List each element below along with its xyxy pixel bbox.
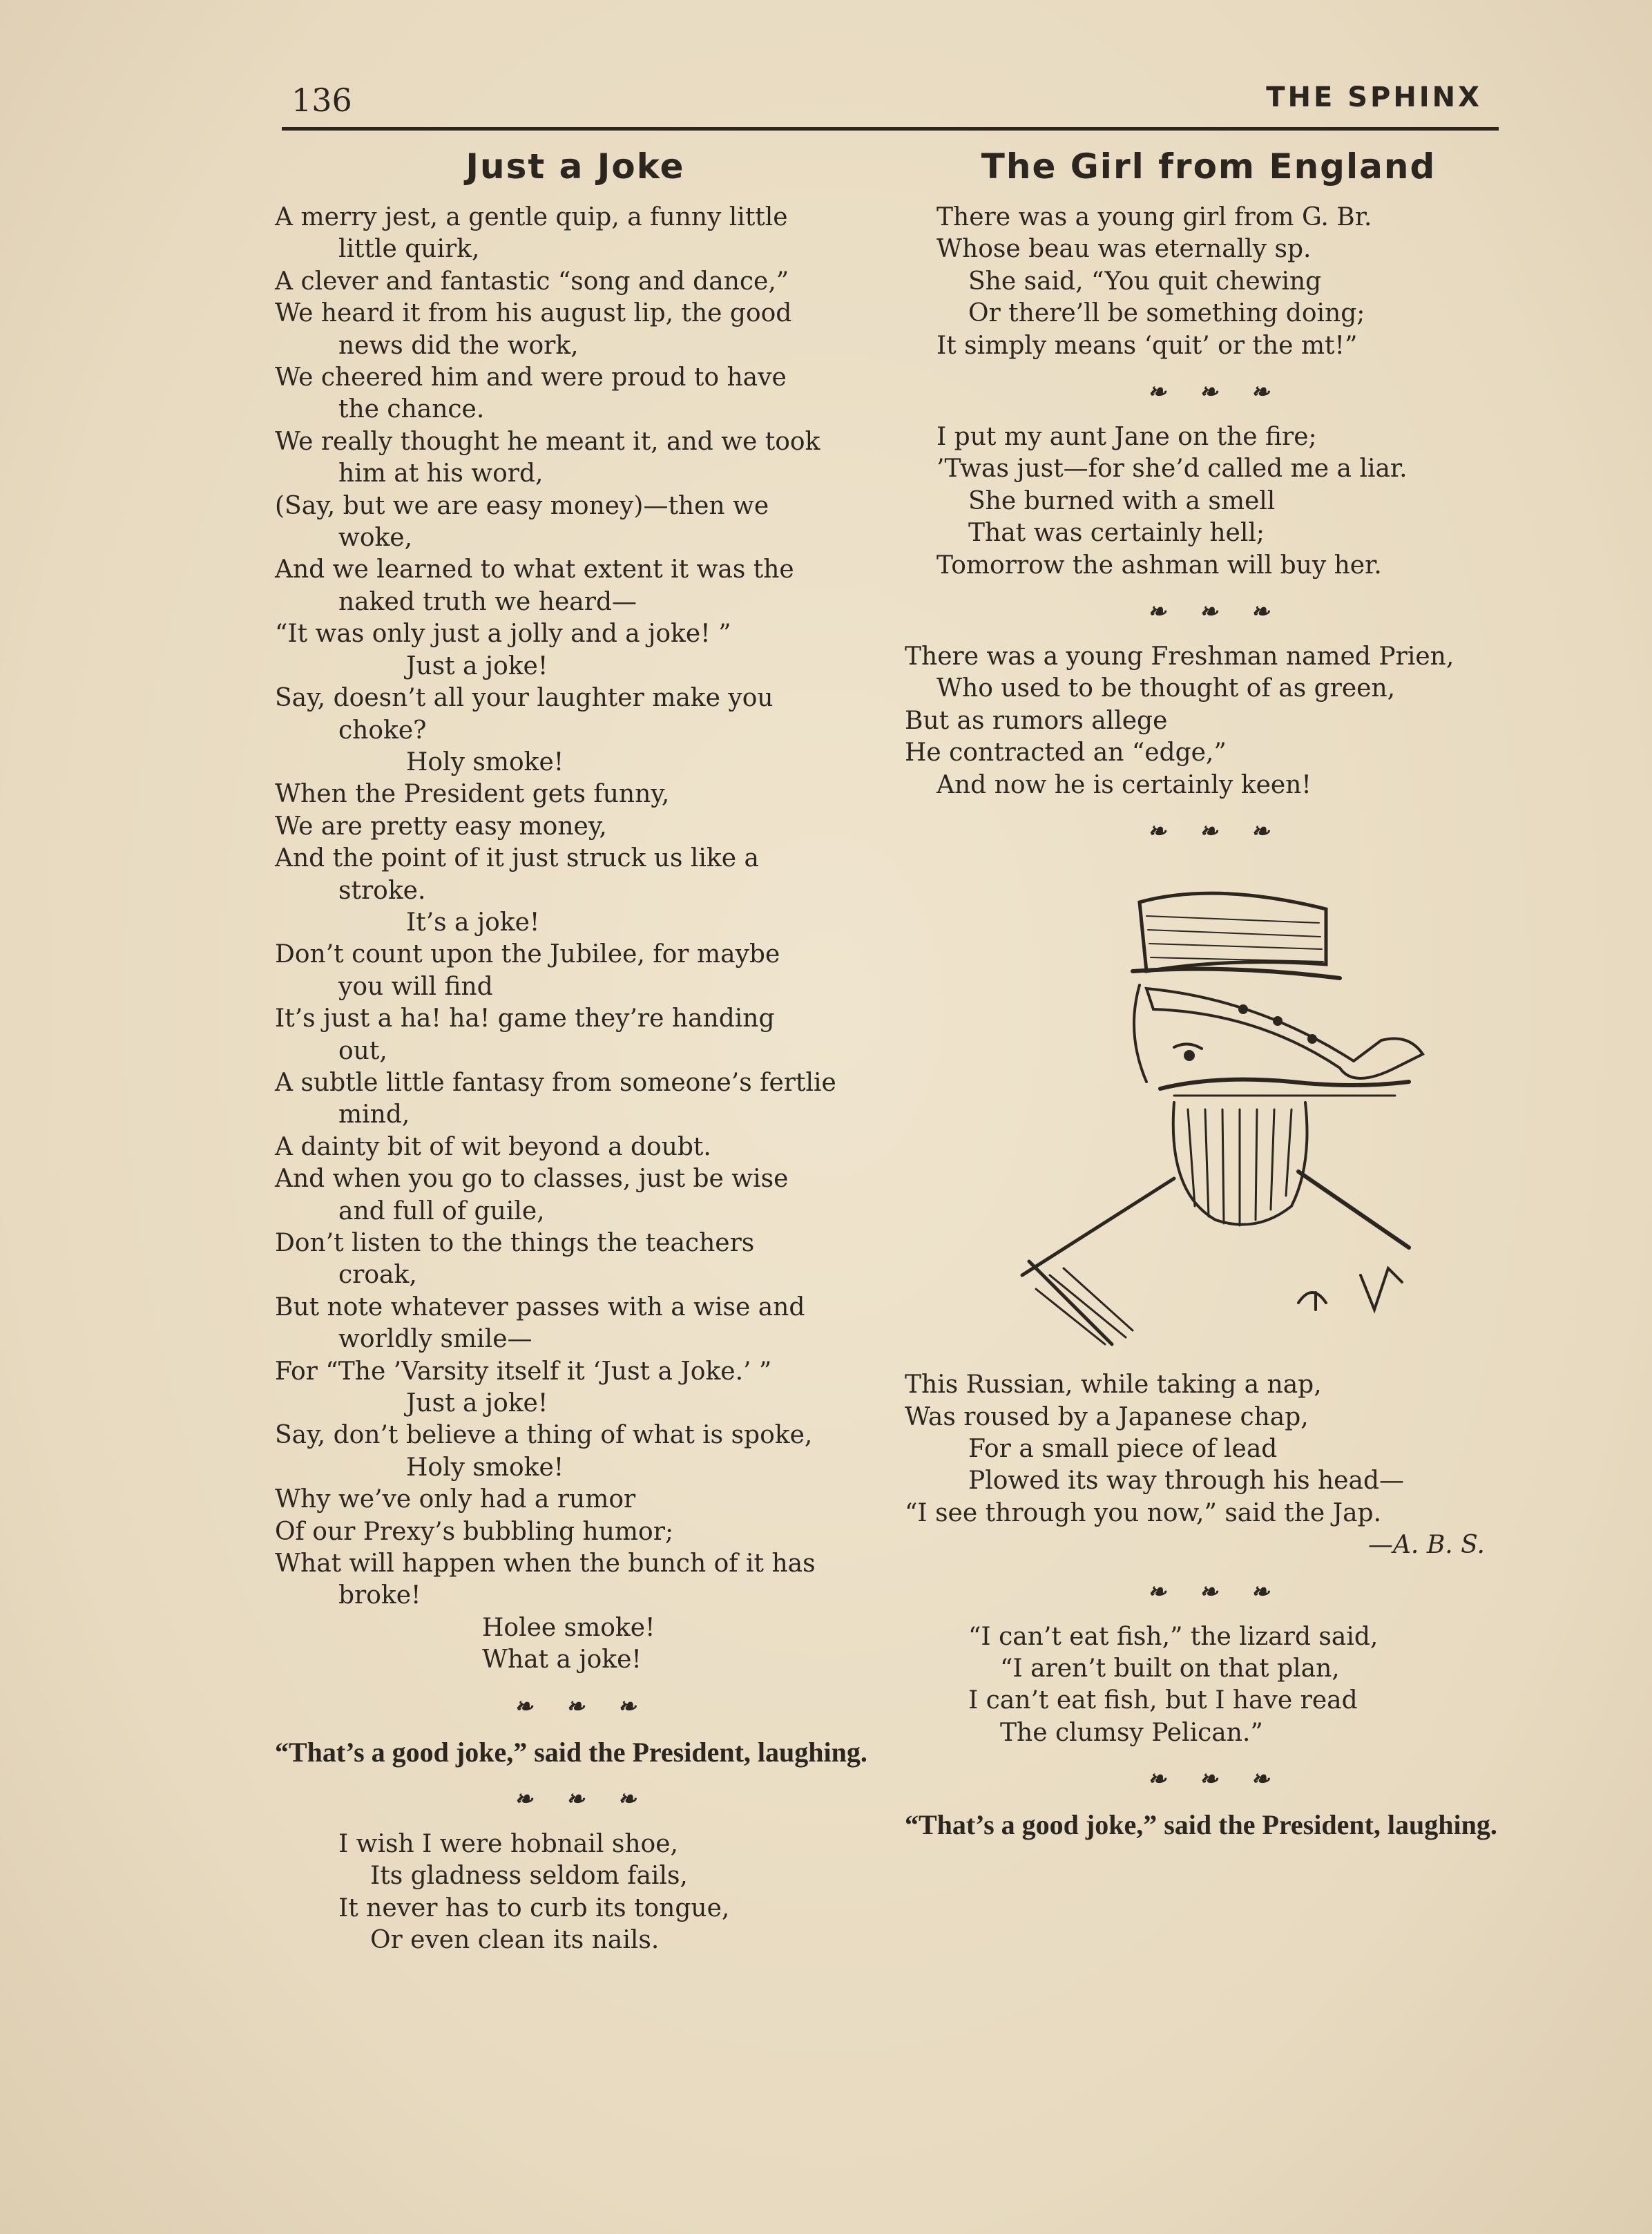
text-line: Say, don’t believe a thing of what is spoke, <box>275 1421 813 1450</box>
text-line: Don’t count upon the Jubilee, for maybe <box>275 940 780 969</box>
ornament-divider: ❧❧❧ <box>1147 379 1303 405</box>
right-column <box>905 146 1512 1842</box>
text-line: Holy smoke! <box>406 1453 564 1482</box>
text-line: A dainty bit of wit beyond a doubt. <box>275 1132 711 1161</box>
text-line: What a joke! <box>482 1645 642 1674</box>
text-line: I put my aunt Jane on the fire; <box>937 423 1317 452</box>
text-line: She burned with a smell <box>968 486 1276 515</box>
text-line: Or there’ll be something doing; <box>968 299 1365 328</box>
text-line: It’s just a ha! ha! game they’re handing <box>275 1004 775 1033</box>
text-line: Or even clean its nails. <box>370 1925 660 1954</box>
text-line: him at his word, <box>338 459 544 488</box>
text-line: She said, “You quit chewing <box>968 267 1322 296</box>
text-line: It’s a joke! <box>406 908 540 937</box>
text-line: croak, <box>338 1261 417 1290</box>
text-line: (Say, but we are easy money)—then we <box>275 491 769 520</box>
text-line: “I can’t eat fish,” the lizard said, <box>968 1622 1379 1651</box>
text-line: The clumsy Pelican.” <box>1000 1718 1263 1747</box>
ornament-divider: ❧❧❧ <box>1147 818 1303 845</box>
text-line: I can’t eat fish, but I have read <box>968 1686 1358 1715</box>
text-line: and full of guile, <box>338 1196 545 1225</box>
text-line: For a small piece of lead <box>968 1434 1278 1463</box>
text-line: you will find <box>338 972 493 1001</box>
running-title: THE SPHINX <box>1266 82 1482 113</box>
text-line: I wish I were hobnail shoe, <box>338 1829 678 1858</box>
ornament-divider: ❧❧❧ <box>1147 1578 1303 1605</box>
text-line: But note whatever passes with a wise and <box>275 1292 805 1321</box>
text-line: Of our Prexy’s bubbling humor; <box>275 1517 674 1546</box>
text-line: And the point of it just struck us like a <box>275 844 759 873</box>
text-line: Plowed its way through his head— <box>968 1467 1404 1496</box>
president-quote: “That’s a good joke,” said the President, laughing. <box>275 1736 867 1768</box>
limerick-freshman <box>905 641 1512 801</box>
ornament-divider: ❧❧❧ <box>514 1785 670 1812</box>
text-line: Just a joke! <box>406 1389 548 1418</box>
text-line: Say, doesn’t all your laughter make you <box>275 684 774 713</box>
text-line: Why we’ve only had a rumor <box>275 1485 636 1514</box>
limerick-aunt-jane <box>905 421 1512 582</box>
signature: —A. B. S. <box>1367 1531 1485 1560</box>
text-line: A merry jest, a gentle quip, a funny little <box>275 203 788 231</box>
text-line: out, <box>338 1036 387 1065</box>
text-line: Tomorrow the ashman will buy her. <box>937 551 1382 580</box>
page-header <box>282 77 1499 131</box>
text-line: woke, <box>338 524 413 553</box>
russian-illustration <box>967 861 1450 1358</box>
ornament-divider: ❧❧❧ <box>1147 598 1303 625</box>
text-line: It never has to curb its tongue, <box>338 1893 730 1922</box>
text-line: What will happen when the bunch of it has <box>275 1549 816 1578</box>
text-line: He contracted an “edge,” <box>905 738 1227 767</box>
hobnail-verse <box>275 1829 876 1957</box>
president-quote: “That’s a good joke,” said the President, laughing. <box>905 1809 1497 1841</box>
text-line: Holy smoke! <box>406 747 564 776</box>
text-line: And when you go to classes, just be wise <box>275 1165 789 1194</box>
text-line: stroke. <box>338 876 426 905</box>
text-line: A subtle little fantasy from someone’s fertlie <box>275 1068 836 1097</box>
text-line: choke? <box>338 716 427 745</box>
text-line: We cheered him and were proud to have <box>275 363 787 392</box>
text-line: news did the work, <box>338 331 579 360</box>
ornament-divider: ❧❧❧ <box>1147 1766 1303 1793</box>
text-line: broke! <box>338 1581 421 1610</box>
text-line: There was a young Freshman named Prien, <box>905 642 1454 671</box>
text-line: We are pretty easy money, <box>275 812 607 841</box>
text-line: Just a joke! <box>406 651 548 680</box>
poem-title-girl-from-england: The Girl from England <box>981 146 1437 187</box>
text-line: And we learned to what extent it was the <box>275 555 794 584</box>
text-line: It simply means ‘quit’ or the mt!” <box>937 331 1358 360</box>
text-line: This Russian, while taking a nap, <box>905 1371 1322 1400</box>
text-line: the chance. <box>338 395 485 424</box>
poem-title-just-a-joke: Just a Joke <box>465 146 685 187</box>
text-line: We heard it from his august lip, the good <box>275 299 792 328</box>
text-line: little quirk, <box>338 235 480 264</box>
text-line: When the President gets funny, <box>275 780 670 809</box>
page-number: 136 <box>291 82 352 119</box>
text-line: That was certainly hell; <box>968 519 1265 548</box>
text-line: Holee smoke! <box>482 1613 655 1642</box>
lizard-verse <box>905 1621 1512 1750</box>
text-line: Was roused by a Japanese chap, <box>905 1402 1309 1431</box>
text-line: A clever and fantastic “song and dance,” <box>275 267 789 296</box>
text-line: Its gladness seldom fails, <box>370 1862 688 1891</box>
poem-just-a-joke <box>275 202 876 1677</box>
limerick-girl <box>905 202 1512 362</box>
text-line: naked truth we heard— <box>338 587 637 616</box>
text-line: Who used to be thought of as green, <box>937 674 1396 703</box>
text-line: Whose beau was eternally sp. <box>937 235 1312 264</box>
text-line: And now he is certainly keen! <box>937 770 1312 799</box>
limerick-russian <box>905 1369 1512 1529</box>
text-line: But as rumors allege <box>905 706 1168 735</box>
text-line: We really thought he meant it, and we took <box>275 427 820 456</box>
text-line: Don’t listen to the things the teachers <box>275 1229 755 1257</box>
text-line: For “The ’Varsity itself it ‘Just a Joke.’ ” <box>275 1357 772 1386</box>
text-line: mind, <box>338 1100 410 1129</box>
text-line: ’Twas just—for she’d called me a liar. <box>937 455 1408 484</box>
text-line: “It was only just a jolly and a joke! ” <box>275 620 731 649</box>
text-line: “I see through you now,” said the Jap. <box>905 1498 1382 1527</box>
text-line: worldly smile— <box>338 1325 532 1354</box>
ornament-divider: ❧❧❧ <box>514 1692 670 1719</box>
text-line: There was a young girl from G. Br. <box>937 203 1372 231</box>
text-line: “I aren’t built on that plan, <box>1000 1654 1340 1683</box>
left-column <box>275 146 876 1956</box>
